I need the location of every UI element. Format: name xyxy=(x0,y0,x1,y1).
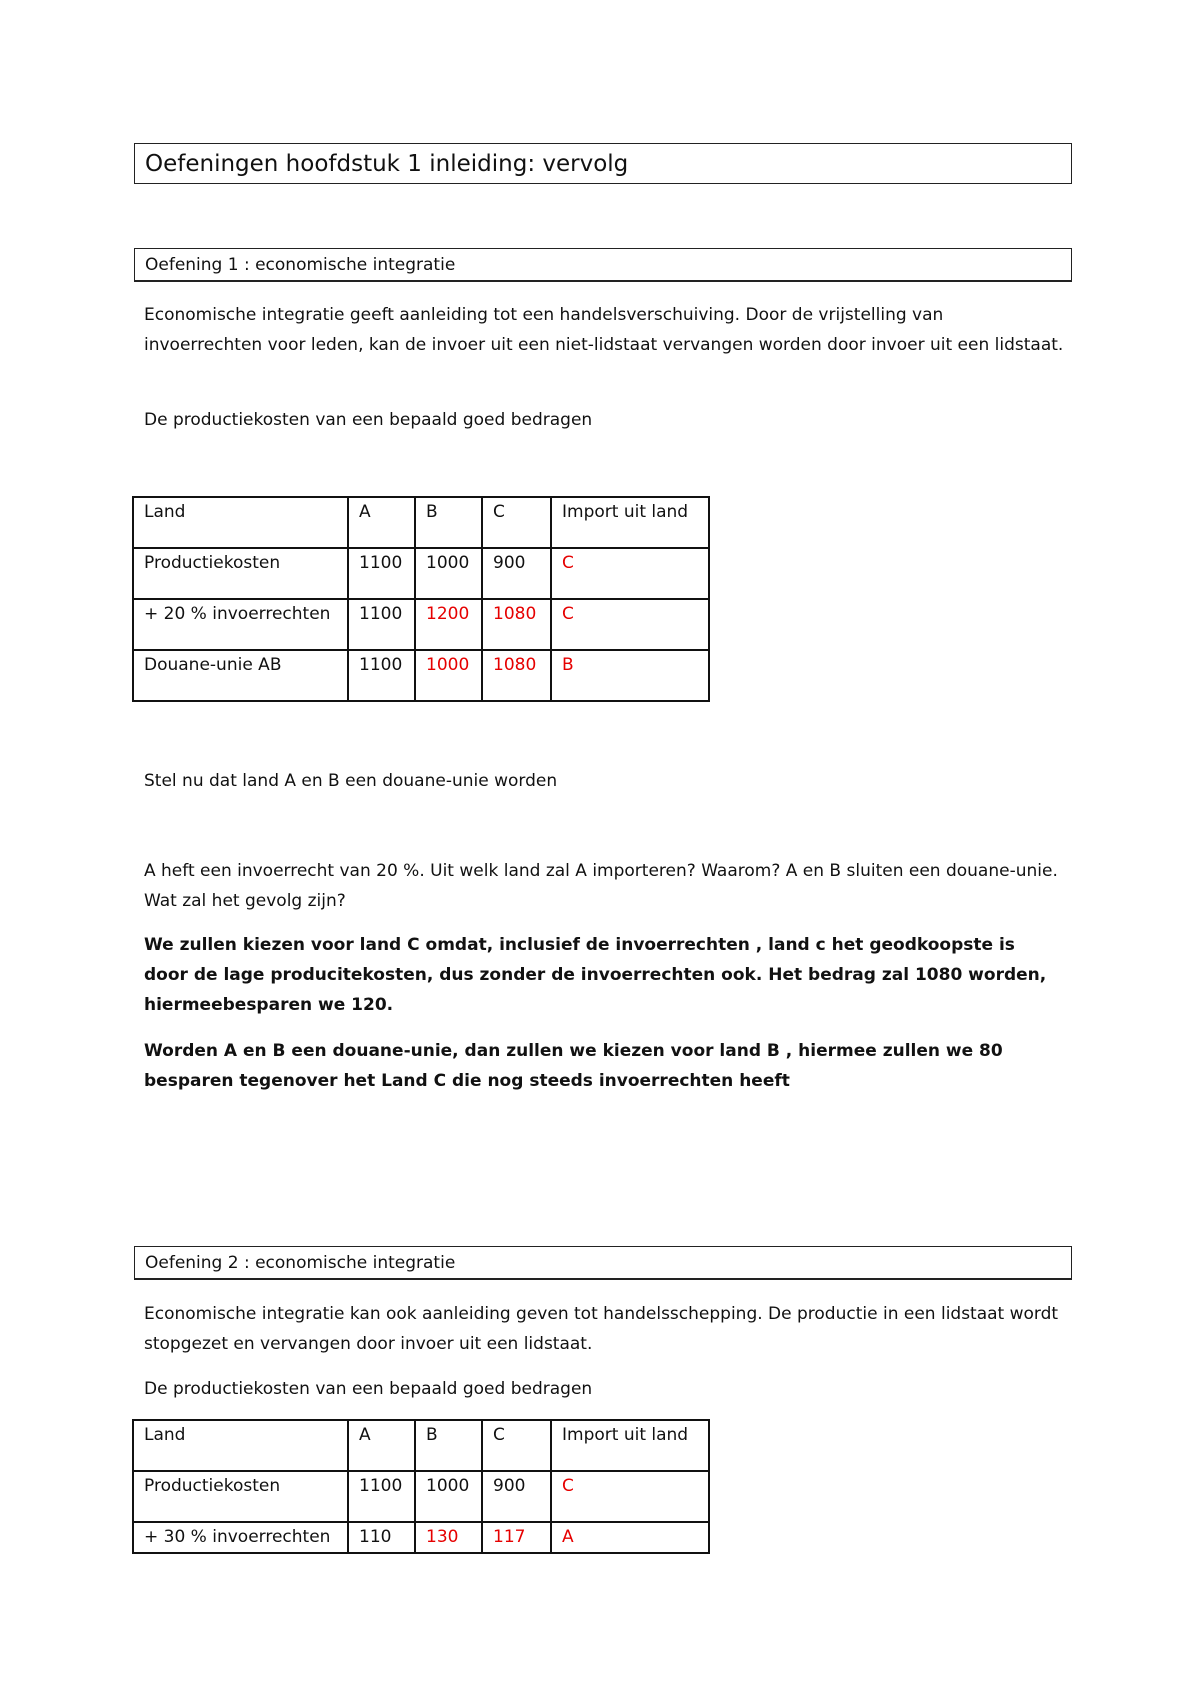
exercise-2-heading: Oefening 2 : economische integratie xyxy=(134,1246,1072,1280)
header-cell: C xyxy=(482,497,551,548)
exercise-2-cost-table xyxy=(132,1419,710,1554)
header-cell: A xyxy=(348,497,415,548)
exercise-2-intro: Economische integratie kan ook aanleiding geven tot handelsschepping. De productie in een lidstaat wordt stopgezet en vervangen door invoer uit een lidstaat. xyxy=(144,1304,1059,1354)
table-row xyxy=(133,1522,709,1553)
cost-cell: 1100 xyxy=(348,650,415,701)
row-label: + 30 % invoerrechten xyxy=(133,1522,348,1553)
row-label: Productiekosten xyxy=(133,548,348,599)
exercise-2-costs-intro: De productiekosten van een bepaald goed bedragen xyxy=(144,1379,593,1399)
header-cell: Import uit land xyxy=(551,1420,709,1471)
cost-cell: 900 xyxy=(482,1471,551,1522)
import-answer-cell: C xyxy=(551,599,709,650)
table-header-row xyxy=(133,497,709,548)
cost-cell: 117 xyxy=(482,1522,551,1553)
header-cell: Import uit land xyxy=(551,497,709,548)
table-row xyxy=(133,599,709,650)
import-answer-cell: A xyxy=(551,1522,709,1553)
cost-cell: 1080 xyxy=(482,650,551,701)
table-row xyxy=(133,1471,709,1522)
exercise-1-question: A heft een invoerrecht van 20 %. Uit welk land zal A importeren? Waarom? A en B sluiten een douane-unie. Wat zal het gevolg zijn? xyxy=(144,861,1058,911)
import-answer-cell: C xyxy=(551,548,709,599)
cost-cell: 900 xyxy=(482,548,551,599)
header-cell: Land xyxy=(133,1420,348,1471)
header-cell: C xyxy=(482,1420,551,1471)
cost-cell: 1000 xyxy=(415,1471,482,1522)
exercise-1-costs-intro: De productiekosten van een bepaald goed bedragen xyxy=(144,410,593,430)
header-cell: B xyxy=(415,1420,482,1471)
row-label: Productiekosten xyxy=(133,1471,348,1522)
cost-cell: 1200 xyxy=(415,599,482,650)
cost-cell: 1080 xyxy=(482,599,551,650)
cost-cell: 110 xyxy=(348,1522,415,1553)
import-answer-cell: C xyxy=(551,1471,709,1522)
row-label: + 20 % invoerrechten xyxy=(133,599,348,650)
header-cell: Land xyxy=(133,497,348,548)
table-row xyxy=(133,548,709,599)
cost-cell: 1000 xyxy=(415,548,482,599)
exercise-1-cost-table xyxy=(132,496,710,702)
cost-cell: 1100 xyxy=(348,1471,415,1522)
cost-cell: 1100 xyxy=(348,548,415,599)
row-label: Douane-unie AB xyxy=(133,650,348,701)
header-cell: A xyxy=(348,1420,415,1471)
table-row xyxy=(133,650,709,701)
exercise-1-answer-1: We zullen kiezen voor land C omdat, inclusief de invoerrechten , land c het geodkoopste is door de lage producitekosten, dus zonder de invoerrechten ook. Het bedrag zal 1080 worden, hiermeebesparen we 120. xyxy=(144,935,1047,1015)
cost-cell: 1100 xyxy=(348,599,415,650)
page-title: Oefeningen hoofdstuk 1 inleiding: vervolg xyxy=(134,143,1072,184)
exercise-1-heading: Oefening 1 : economische integratie xyxy=(134,248,1072,282)
cost-cell: 130 xyxy=(415,1522,482,1553)
header-cell: B xyxy=(415,497,482,548)
exercise-1-intro: Economische integratie geeft aanleiding tot een handelsverschuiving. Door de vrijstelling van invoerrechten voor leden, kan de invoer uit een niet-lidstaat vervangen worden door invoer uit een lidstaat. xyxy=(144,305,1064,355)
customs-union-note: Stel nu dat land A en B een douane-unie worden xyxy=(144,771,558,791)
import-answer-cell: B xyxy=(551,650,709,701)
cost-cell: 1000 xyxy=(415,650,482,701)
table-header-row xyxy=(133,1420,709,1471)
exercise-1-answer-2: Worden A en B een douane-unie, dan zullen we kiezen voor land B , hiermee zullen we 80 besparen tegenover het Land C die nog steeds invoerrechten heeft xyxy=(144,1041,1003,1091)
